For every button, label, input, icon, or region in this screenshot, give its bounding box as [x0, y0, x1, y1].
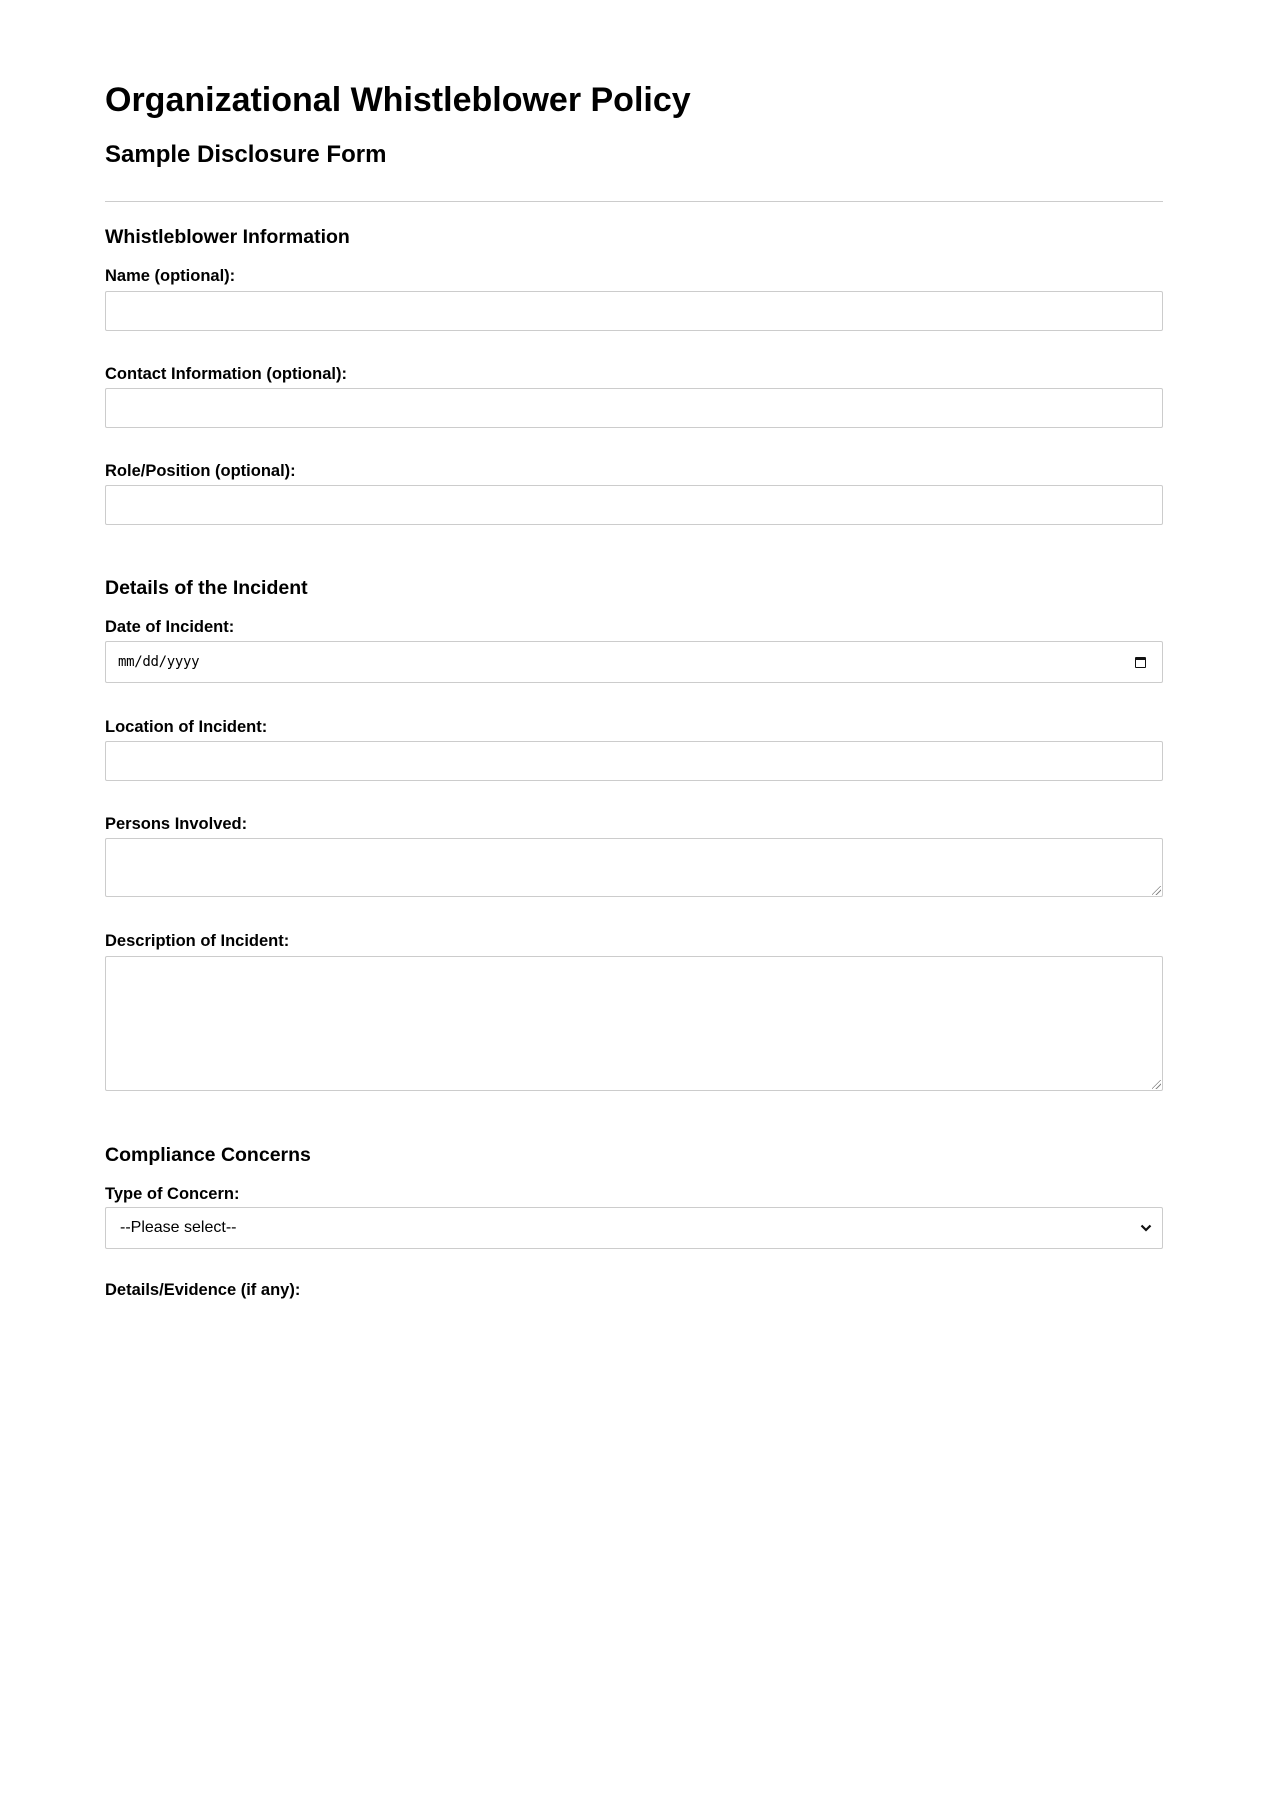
- details-evidence-label: Details/Evidence (if any):: [105, 1281, 301, 1299]
- page-title: Organizational Whistleblower Policy: [105, 81, 691, 119]
- contact-input[interactable]: [105, 388, 1163, 428]
- location-label: Location of Incident:: [105, 718, 268, 736]
- name-label: Name (optional):: [105, 267, 236, 285]
- page-subtitle: Sample Disclosure Form: [105, 141, 387, 168]
- role-label: Role/Position (optional):: [105, 462, 296, 480]
- date-placeholder: mm/dd/yyyy: [118, 654, 200, 670]
- description-textarea[interactable]: [105, 956, 1163, 1091]
- divider: [105, 201, 1163, 202]
- chevron-down-icon: [1140, 1224, 1152, 1232]
- persons-label: Persons Involved:: [105, 815, 248, 833]
- role-input[interactable]: [105, 485, 1163, 525]
- section-heading-incident: Details of the Incident: [105, 577, 308, 599]
- date-label: Date of Incident:: [105, 618, 235, 636]
- section-heading-whistleblower: Whistleblower Information: [105, 226, 350, 248]
- description-label: Description of Incident:: [105, 932, 290, 950]
- calendar-icon[interactable]: [1134, 655, 1148, 669]
- section-heading-compliance: Compliance Concerns: [105, 1144, 311, 1166]
- concern-type-selected: --Please select--: [120, 1219, 237, 1236]
- date-input[interactable]: [105, 641, 1163, 683]
- concern-type-label: Type of Concern:: [105, 1185, 240, 1203]
- persons-textarea[interactable]: [105, 838, 1163, 897]
- name-input[interactable]: [105, 291, 1163, 331]
- contact-label: Contact Information (optional):: [105, 365, 347, 383]
- location-input[interactable]: [105, 741, 1163, 781]
- concern-type-select[interactable]: [105, 1207, 1163, 1249]
